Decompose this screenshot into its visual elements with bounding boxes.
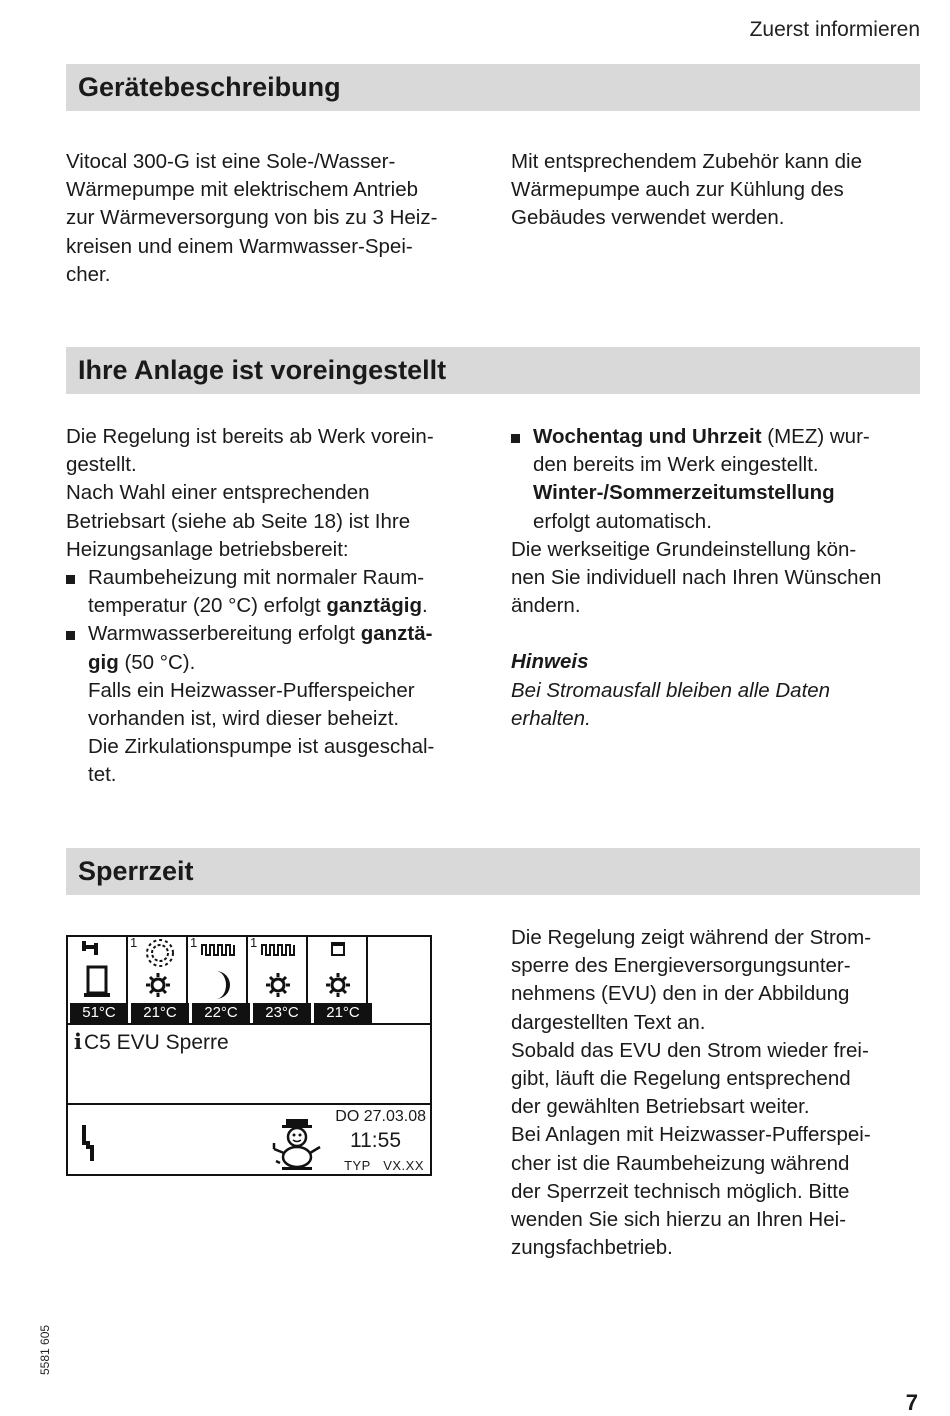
- icon-col-circuit2: [188, 937, 248, 1003]
- lightning-icon: [80, 1123, 100, 1163]
- text-line: Wochentag und Uhrzeit (MEZ) wur-: [533, 425, 870, 448]
- sun-icon: [266, 973, 290, 997]
- section-header-sperrzeit: [66, 848, 920, 895]
- display-version: TYP VX.XX: [344, 1158, 424, 1173]
- text-line: kreisen und einem Warmwasser-Spei-: [66, 234, 413, 258]
- controller-display: [66, 935, 432, 1176]
- section-title: Gerätebeschreibung: [78, 72, 341, 102]
- text-line: cher.: [66, 262, 111, 286]
- text-line: wenden Sie sich hierzu an Ihren Hei-: [511, 1208, 847, 1232]
- note-text: erhalten.: [511, 706, 591, 730]
- display-divider: [68, 1023, 430, 1025]
- text-line: Nach Wahl einer entsprechenden: [66, 481, 370, 505]
- snowman-icon: [272, 1117, 326, 1171]
- section-title: Ihre Anlage ist voreingestellt: [78, 355, 447, 385]
- icon-col-calendar: [308, 937, 368, 1003]
- text-line: temperatur (20 °C) erfolgt ganztägig.: [88, 594, 428, 618]
- display-divider: [68, 1103, 430, 1105]
- text-line: Die werkseitige Grundeinstellung kön-: [511, 537, 857, 561]
- bullet-square-icon: [511, 434, 520, 443]
- text-line: gibt, läuft die Regelung entsprechend: [511, 1067, 851, 1091]
- text-line: Die Regelung ist bereits ab Werk vorein-: [66, 425, 434, 448]
- text-line: erfolgt automatisch.: [533, 509, 712, 533]
- section-title: Sperrzeit: [78, 856, 194, 886]
- display-date: DO 27.03.08: [335, 1108, 426, 1125]
- s1-right-text: [511, 148, 921, 233]
- display-time: 11:55: [350, 1129, 401, 1152]
- text-line: den bereits im Werk eingestellt.: [533, 453, 819, 477]
- text-line: Heizungsanlage betriebsbereit:: [66, 537, 349, 561]
- temperature-value: 21°C: [314, 1003, 372, 1023]
- note-title: Hinweis: [511, 650, 589, 674]
- text-line: tet.: [88, 763, 117, 787]
- info-icon: i: [74, 1029, 82, 1054]
- text-line: dargestellten Text an.: [511, 1010, 706, 1034]
- text-line: Wärmepumpe mit elektrischem Antrieb: [66, 178, 419, 202]
- s1-left-text: [66, 148, 476, 289]
- text-line: sperre des Energieversorgungsunter-: [511, 954, 851, 978]
- tap-icon: [68, 937, 126, 1001]
- bullet-wochentag: [511, 423, 921, 536]
- icon-col-circuit3: [248, 937, 308, 1003]
- icon-col-dhw: [68, 937, 128, 1003]
- text-line: cher ist die Raumbeheizung während: [511, 1151, 850, 1175]
- text-line: Falls ein Heizwasser-Pufferspeicher: [88, 678, 415, 702]
- text-line: vorhanden ist, wird dieser beheizt.: [88, 707, 400, 731]
- text-line: Mit entsprechendem Zubehör kann die: [511, 150, 862, 173]
- temperature-value: 23°C: [253, 1003, 311, 1023]
- text-line: Gebäudes verwendet werden.: [511, 206, 785, 230]
- text-line: zungsfachbetrieb.: [511, 1236, 673, 1260]
- temperature-value: 21°C: [131, 1003, 189, 1023]
- text-line: ändern.: [511, 594, 581, 618]
- s2-left-text: [66, 423, 476, 790]
- text-line: Die Zirkulationspumpe ist ausgeschal-: [88, 735, 435, 759]
- s3-right-text: [511, 924, 921, 1262]
- text-line: Sobald das EVU den Strom wieder frei-: [511, 1038, 869, 1062]
- bullet-square-icon: [66, 575, 75, 584]
- page-number: 7: [905, 1390, 918, 1415]
- text-line: der Sperrzeit technisch möglich. Bitte: [511, 1179, 850, 1203]
- display-message: [74, 1029, 229, 1055]
- chapter-title: Zuerst informieren: [749, 18, 920, 41]
- temperature-value: 51°C: [70, 1003, 128, 1023]
- text-line: Warmwasserbereitung erfolgt ganztä-: [88, 622, 433, 646]
- text-line: nen Sie individuell nach Ihren Wünschen: [511, 566, 882, 590]
- calendar-icon: [308, 937, 366, 1001]
- temperature-value: 22°C: [192, 1003, 250, 1023]
- sun-icon: [146, 973, 170, 997]
- temperature-row: [70, 1003, 375, 1023]
- text-line: Raumbeheizung mit normaler Raum-: [88, 566, 425, 590]
- bullet-raumbeheizung: [66, 564, 476, 620]
- boiler-icon: [84, 967, 110, 997]
- text-line: Wärmepumpe auch zur Kühlung des: [511, 178, 844, 202]
- text-line: nehmens (EVU) den in der Abbildung: [511, 982, 850, 1006]
- note-text: Bei Stromausfall bleiben alle Daten: [511, 678, 831, 702]
- circuit-number: 1: [130, 935, 138, 950]
- moon-icon: [216, 971, 230, 999]
- text-line: der gewählten Betriebsart weiter.: [511, 1095, 810, 1119]
- circuit-number: 1: [250, 935, 258, 950]
- bullet-warmwasser: [66, 620, 476, 789]
- s2-right-text: [511, 423, 921, 733]
- sun-icon: [326, 973, 350, 997]
- text-line: gig (50 °C).: [88, 650, 196, 674]
- bullet-square-icon: [66, 631, 75, 640]
- text-line: Bei Anlagen mit Heizwasser-Pufferspei-: [511, 1123, 871, 1147]
- section-header-geraetebeschreibung: [66, 64, 920, 111]
- icon-col-circuit1: [128, 937, 188, 1003]
- text-line: Die Regelung zeigt während der Strom-: [511, 926, 872, 949]
- circuit-number: 1: [190, 935, 198, 950]
- text-line: gestellt.: [66, 453, 137, 477]
- document-number: 5581 605: [38, 1324, 52, 1375]
- section-header-voreingestellt: [66, 347, 920, 394]
- text-line: Betriebsart (siehe ab Seite 18) ist Ihre: [66, 509, 411, 533]
- text-line: Vitocal 300-G ist eine Sole-/Wasser-: [66, 150, 396, 173]
- message-text: C5 EVU Sperre: [83, 1031, 229, 1054]
- text-line: zur Wärmeversorgung von bis zu 3 Heiz-: [66, 206, 438, 230]
- text-line: Winter-/Sommerzeitumstellung: [533, 481, 835, 505]
